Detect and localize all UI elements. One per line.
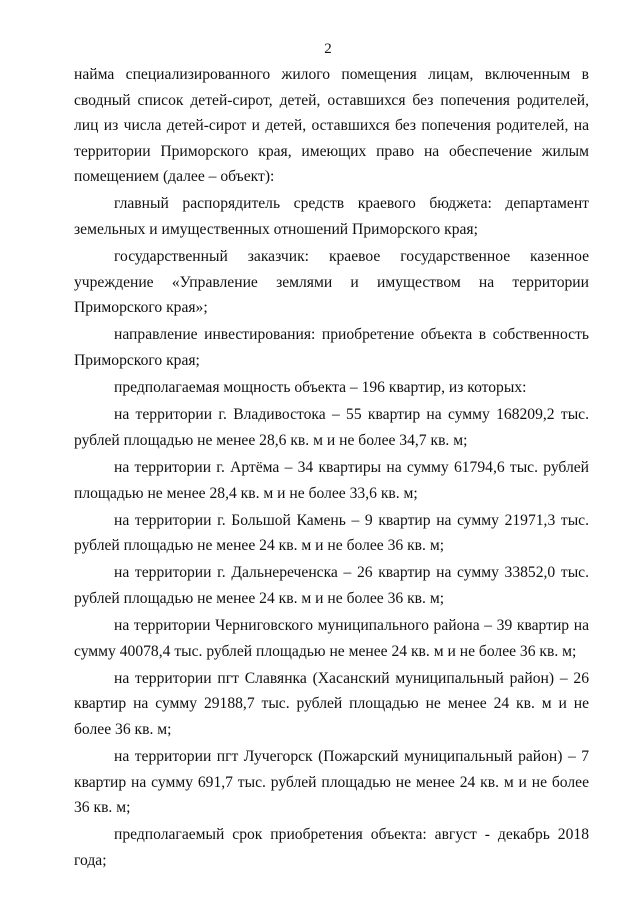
page-number: 2	[324, 41, 332, 57]
paragraph-main-budget-manager: главный распорядитель средств краевого бюджета: департамент земельных и имущественных отношений Приморского края;	[74, 195, 589, 239]
paragraph-vladivostok: на территории г. Владивостока – 55 квартир на сумму 168209,2 тыс. рублей площадью не менее 28,6 кв. м и не более 34,7 кв. м;	[74, 406, 589, 449]
paragraph-investment-direction: направление инвестирования: приобретение объекта в собственность Приморского края;	[74, 326, 589, 370]
paragraph-capacity: предполагаемая мощность объекта – 196 квартир, из которых:	[114, 379, 527, 397]
paragraph-luchegorsk: на территории пгт Лучегорск (Пожарский муниципальный район) – 7 квартир на сумму 691,7 тыс. рублей площадью не менее 24 кв. м и не более 36 кв. м;	[74, 747, 589, 817]
paragraph-bolshoy-kamen: на территории г. Большой Камень – 9 квартир на сумму 21971,3 тыс. рублей площадью не менее 24 кв. м и не более 36 кв. м;	[74, 511, 589, 555]
paragraph-slavyanka: на территории пгт Славянка (Хасанский муниципальный район) – 26 квартир на сумму 29188,7 тыс. рублей площадью не менее 24 кв. м и не более 36 кв. м;	[74, 669, 589, 738]
paragraph-intro-continuation: найма специализированного жилого помещения лицам, включенным в сводный список детей-сирот, детей, оставшихся без попечения родителей, лиц из числа детей-сирот и детей, оставшихся без попечения родителей, на территории Приморского края, имеющих право на обеспечение жилым помещением (далее – объект):	[74, 66, 589, 186]
paragraph-artem: на территории г. Артёма – 34 квартиры на сумму 61794,6 тыс. рублей площадью не менее 28,4 кв. м и не более 33,6 кв. м;	[74, 458, 589, 502]
paragraph-chernigovsky: на территории Черниговского муниципального района – 39 квартир на сумму 40078,4 тыс. рублей площадью не менее 24 кв. м и не более 36 кв. м;	[74, 616, 589, 660]
paragraph-acquisition-period: предполагаемый срок приобретения объекта: август - декабрь 2018 года;	[74, 826, 589, 869]
document-body	[74, 62, 589, 875]
paragraph-dalnerechensk: на территории г. Дальнереченска – 26 квартир на сумму 33852,0 тыс. рублей площадью не менее 24 кв. м и не более 36 кв. м;	[74, 564, 589, 607]
paragraph-state-customer: государственный заказчик: краевое государственное казенное учреждение «Управление землями и имуществом на территории Приморского края»;	[74, 248, 589, 317]
